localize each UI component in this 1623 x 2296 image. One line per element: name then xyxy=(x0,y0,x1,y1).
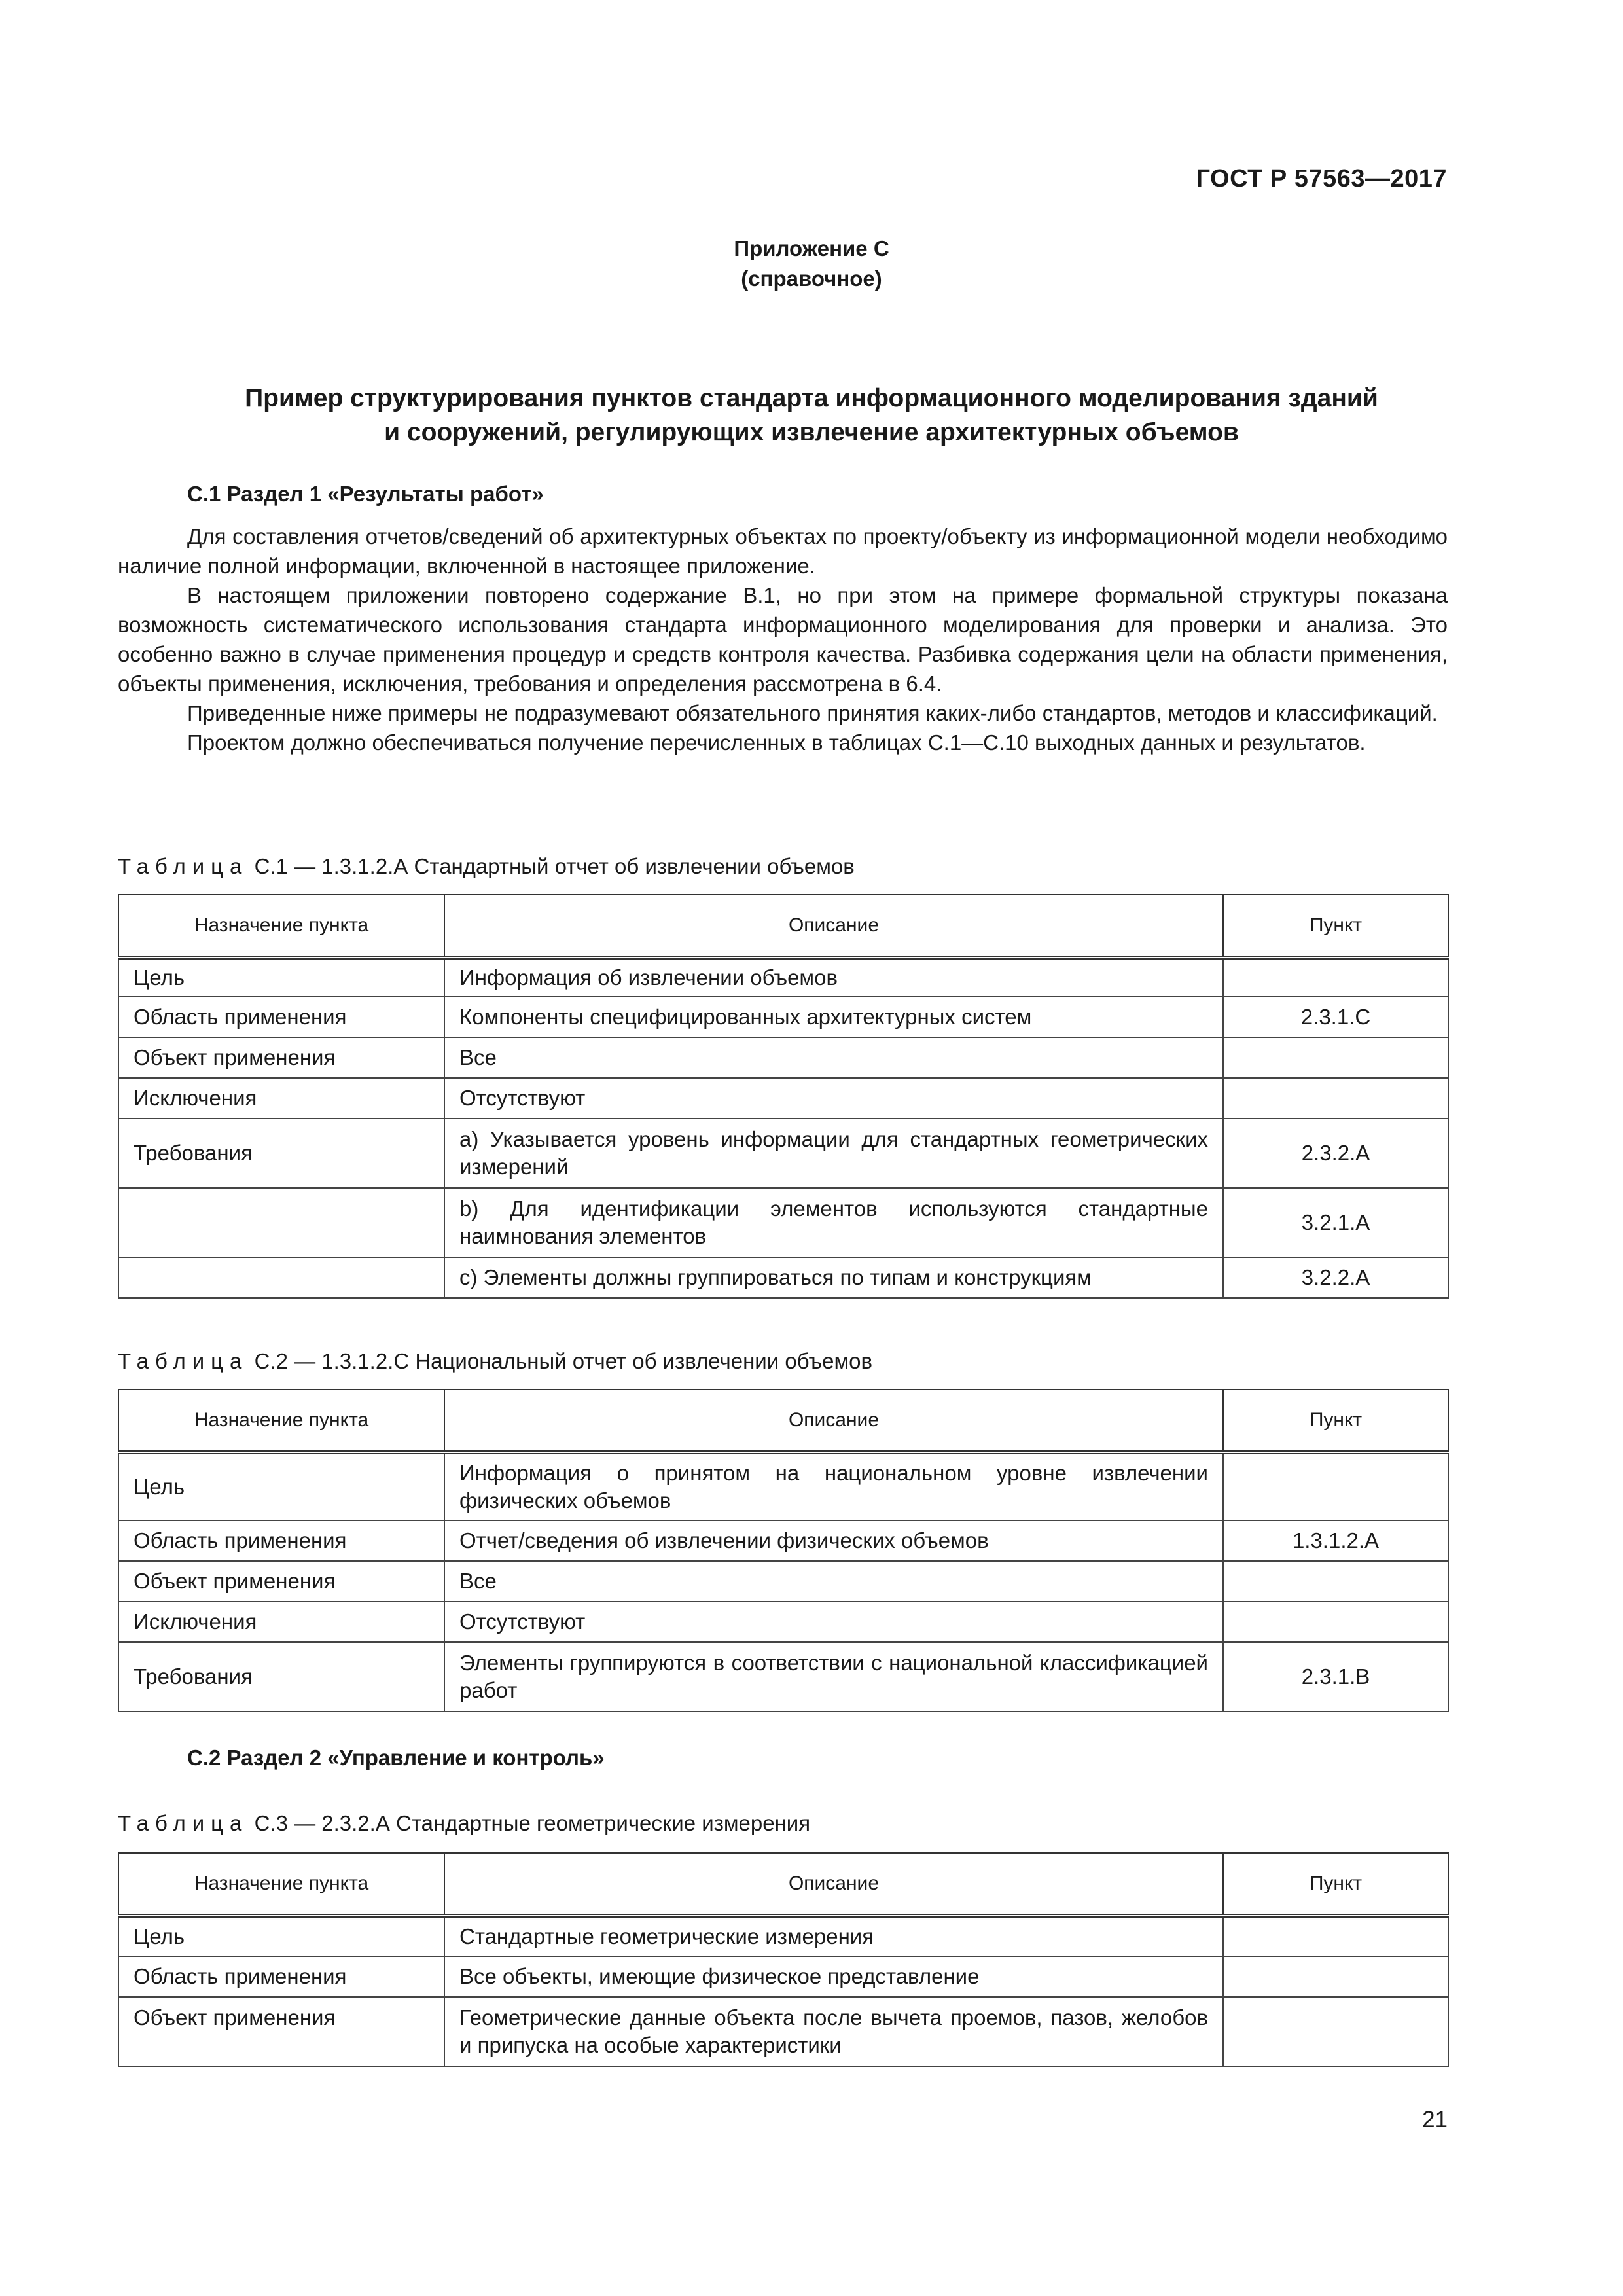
section-c1-body xyxy=(118,522,1448,757)
table-cell: Отсутствуют xyxy=(444,1602,1223,1642)
header-cell: Описание xyxy=(444,895,1223,958)
table-cell: a) Указывается уровень информации для стандартных геометрических измерений xyxy=(444,1119,1223,1188)
table-cell: Элементы группируются в соответствии с национальной классификацией работ xyxy=(444,1642,1223,1712)
annex-type: (справочное) xyxy=(741,266,882,291)
table-cell: Отсутствуют xyxy=(444,1078,1223,1119)
page-number: 21 xyxy=(1422,2107,1448,2132)
table-c1 xyxy=(118,894,1448,1299)
table-header-row xyxy=(118,895,1448,958)
table-cell: 2.3.2.А xyxy=(1223,1119,1448,1188)
table-cell: Требования xyxy=(118,1119,444,1188)
table-cell: Цель xyxy=(118,1916,444,1956)
paragraph: Приведенные ниже примеры не подразумевают обязательного принятия каких-либо стандартов, методов и классификаций. xyxy=(187,701,1438,725)
paragraph: В настоящем приложении повторено содержание В.1, но при этом на примере формальной структуры показана возможность систематического использования стандарта информационного моделирования для проверки и анализа. Это особенно важно в случае применения процедур и средств контроля качества. Разбивка содержания цели на области применения, объекты применения, исключения, требования и определения рассмотрена в 6.4. xyxy=(118,583,1448,696)
table-row xyxy=(118,1037,1448,1078)
table-cell xyxy=(1223,958,1448,997)
caption-text: С.2 — 1.3.1.2.С Национальный отчет об извлечении объемов xyxy=(254,1349,873,1373)
table-cell: 2.3.1.С xyxy=(1223,997,1448,1037)
paragraph: Для составления отчетов/сведений об архитектурных объектах по проекту/объекту из информационной модели необходимо наличие полной информации, включенной в настоящее приложение. xyxy=(118,524,1448,578)
table-cell: Все xyxy=(444,1561,1223,1602)
table-header-row xyxy=(118,1853,1448,1916)
table-cell: Компоненты специфицированных архитектурных систем xyxy=(444,997,1223,1037)
header-cell: Пункт xyxy=(1223,895,1448,958)
table-cell: 3.2.1.А xyxy=(1223,1188,1448,1257)
table-cell: Все объекты, имеющие физическое представление xyxy=(444,1956,1223,1997)
table-cell: Геометрические данные объекта после вычета проемов, пазов, желобов и припуска на особые характеристики xyxy=(444,1997,1223,2066)
table-cell: c) Элементы должны группироваться по типам и конструкциям xyxy=(444,1257,1223,1298)
table-cell: Область применения xyxy=(118,1520,444,1561)
table-cell: Все xyxy=(444,1037,1223,1078)
header-cell: Назначение пункта xyxy=(118,1853,444,1916)
section-c2-heading: С.2 Раздел 2 «Управление и контроль» xyxy=(187,1746,605,1770)
header-cell: Пункт xyxy=(1223,1853,1448,1916)
table-cell: b) Для идентификации элементов используются стандартные наимнования элементов xyxy=(444,1188,1223,1257)
table-row xyxy=(118,958,1448,997)
table-cell: Цель xyxy=(118,1452,444,1520)
table-row xyxy=(118,1997,1448,2066)
header-cell: Назначение пункта xyxy=(118,1390,444,1452)
section-c1-heading: С.1 Раздел 1 «Результаты работ» xyxy=(187,482,544,506)
table-cell: 1.3.1.2.А xyxy=(1223,1520,1448,1561)
table-cell xyxy=(1223,1452,1448,1520)
document-title-line-1: Пример структурирования пунктов стандарта информационного моделирования зданий xyxy=(245,384,1378,412)
table-row xyxy=(118,1078,1448,1119)
table-cell: Объект применения xyxy=(118,1561,444,1602)
table-cell xyxy=(1223,1037,1448,1078)
table-cell: Область применения xyxy=(118,997,444,1037)
standard-code: ГОСТ Р 57563—2017 xyxy=(1196,165,1447,192)
caption-text: С.1 — 1.3.1.2.А Стандартный отчет об извлечении объемов xyxy=(254,854,855,878)
table-row xyxy=(118,1188,1448,1257)
table-cell xyxy=(1223,1916,1448,1956)
document-title-line-2: и сооружений, регулирующих извлечение архитектурных объемов xyxy=(384,418,1239,446)
table-row xyxy=(118,1956,1448,1997)
table-cell xyxy=(118,1257,444,1298)
table-c3-caption xyxy=(118,1810,1448,1837)
table-c2-caption xyxy=(118,1348,1448,1374)
table-cell: Стандартные геометрические измерения xyxy=(444,1916,1223,1956)
table-cell: Информация о принятом на национальном уровне извлечении физических объемов xyxy=(444,1452,1223,1520)
table-row xyxy=(118,1119,1448,1188)
table-cell xyxy=(1223,1078,1448,1119)
table-row xyxy=(118,1916,1448,1956)
paragraph: Проектом должно обеспечиваться получение перечисленных в таблицах С.1—С.10 выходных данных и результатов. xyxy=(187,730,1366,755)
table-row xyxy=(118,997,1448,1037)
header-cell: Назначение пункта xyxy=(118,895,444,958)
table-cell xyxy=(1223,1956,1448,1997)
caption-word: Таблица xyxy=(118,854,249,878)
table-cell: 3.2.2.А xyxy=(1223,1257,1448,1298)
table-c3 xyxy=(118,1852,1448,2067)
table-row xyxy=(118,1642,1448,1712)
table-cell: Информация об извлечении объемов xyxy=(444,958,1223,997)
table-cell xyxy=(118,1188,444,1257)
header-cell: Описание xyxy=(444,1390,1223,1452)
table-cell: 2.3.1.В xyxy=(1223,1642,1448,1712)
annex-heading xyxy=(0,234,1623,294)
table-cell: Объект применения xyxy=(118,1037,444,1078)
table-row xyxy=(118,1257,1448,1298)
caption-word: Таблица xyxy=(118,1811,249,1835)
table-cell: Цель xyxy=(118,958,444,997)
caption-text: С.3 — 2.3.2.А Стандартные геометрические измерения xyxy=(254,1811,811,1835)
table-cell xyxy=(1223,1602,1448,1642)
table-cell: Требования xyxy=(118,1642,444,1712)
table-row xyxy=(118,1561,1448,1602)
table-cell xyxy=(1223,1997,1448,2066)
document-title xyxy=(0,382,1623,450)
annex-title: Приложение С xyxy=(734,236,889,260)
table-row xyxy=(118,1452,1448,1520)
table-cell: Отчет/сведения об извлечении физических объемов xyxy=(444,1520,1223,1561)
table-cell: Объект применения xyxy=(118,1997,444,2066)
table-cell xyxy=(1223,1561,1448,1602)
table-cell: Исключения xyxy=(118,1602,444,1642)
table-cell: Исключения xyxy=(118,1078,444,1119)
table-row xyxy=(118,1602,1448,1642)
table-cell: Область применения xyxy=(118,1956,444,1997)
table-c2 xyxy=(118,1389,1448,1712)
caption-word: Таблица xyxy=(118,1349,249,1373)
table-c1-caption xyxy=(118,853,1448,880)
table-header-row xyxy=(118,1390,1448,1452)
header-cell: Пункт xyxy=(1223,1390,1448,1452)
header-cell: Описание xyxy=(444,1853,1223,1916)
table-row xyxy=(118,1520,1448,1561)
